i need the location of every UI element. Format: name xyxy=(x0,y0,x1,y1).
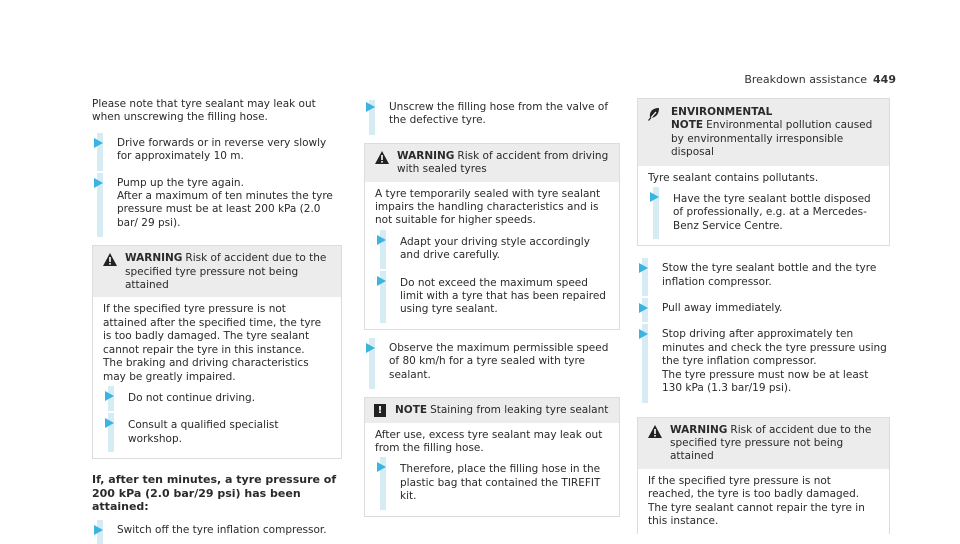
environmental-note-header xyxy=(638,99,889,166)
note-header xyxy=(365,398,619,422)
step-arrow-icon xyxy=(377,462,386,472)
warning-triangle-icon xyxy=(375,151,389,164)
environmental-note-title: Environmental pollution caused by environmentally irresponsible disposal xyxy=(671,119,873,159)
warning-title: Risk of accident due to the specified tyre pressure not being attained xyxy=(125,252,327,292)
step-observe-speed: Observe the maximum permissible speed of 80 km/h for a tyre sealed with tyre sealant. xyxy=(364,336,620,389)
column-1 xyxy=(92,98,342,544)
step-arrow-icon xyxy=(94,525,103,535)
step-unscrew: Unscrew the filling hose from the valve of the defective tyre. xyxy=(364,98,620,135)
note-title: Staining from leaking tyre sealant xyxy=(430,404,609,417)
warning-header xyxy=(365,144,619,182)
warning-step: Do not exceed the maximum speed limit with a tyre that has been repaired using tyre sealant. xyxy=(375,269,609,323)
environmental-note-body: Tyre sealant contains pollutants. Have the tyre sealant bottle disposed of professionally, e.g. at a Mercedes-Benz Service Centre. xyxy=(638,166,889,246)
warning-triangle-icon xyxy=(648,425,662,438)
warning-header xyxy=(93,246,341,297)
step-arrow-icon xyxy=(366,343,375,353)
step-pull-away: Pull away immediately. xyxy=(637,296,890,322)
section-heading: If, after ten minutes, a tyre pressure of 200 kPa (2.0 bar/29 psi) has been attained: xyxy=(92,473,337,514)
note-box xyxy=(364,397,620,516)
warning-step: Do not continue driving. xyxy=(103,384,331,411)
warning-body: If the specified tyre pressure is not attained after the specified time, the tyre is too badly damaged. The tyre sealant cannot repair the tyre in this instance. The braking and driving characteristics may be greatly impaired. Do not continue driving. Consult a qualified specialist workshop. xyxy=(93,297,341,458)
environmental-note-tag: ENVIRONMENTAL NOTE xyxy=(671,106,773,132)
step-arrow-icon xyxy=(105,418,114,428)
environmental-note-box xyxy=(637,98,890,246)
step-arrow-icon xyxy=(650,192,659,202)
warning-tag: WARNING xyxy=(397,149,455,162)
section-title: Breakdown assistance xyxy=(744,73,868,86)
warning-tag: WARNING xyxy=(670,423,728,436)
note-step: Therefore, place the filling hose in the plastic bag that contained the TIREFIT kit. xyxy=(375,455,609,509)
page-number: 449 xyxy=(873,73,896,86)
warning-title: Risk of accident from driving with sealed tyres xyxy=(397,149,609,176)
note-tag: NOTE xyxy=(395,404,428,417)
step-check-pressure: Stop driving after approximately ten minutes and check the tyre pressure using the tyre inflation compressor. The tyre pressure must now be at least 130 kPa (1.3 bar/19 psi). xyxy=(637,322,890,402)
step-arrow-icon xyxy=(94,138,103,148)
warning-box xyxy=(637,417,890,535)
environment-leaf-icon xyxy=(648,107,661,121)
step-arrow-icon xyxy=(105,391,114,401)
step-arrow-icon xyxy=(639,303,648,313)
warning-step: Consult a qualified specialist workshop. xyxy=(103,411,331,452)
warning-tag: WARNING xyxy=(125,252,183,265)
step-stow: Stow the tyre sealant bottle and the tyre inflation compressor. xyxy=(637,256,890,296)
step-arrow-icon xyxy=(366,102,375,112)
column-3 xyxy=(637,98,890,534)
warning-triangle-icon xyxy=(103,253,117,266)
warning-body: A tyre temporarily sealed with tyre sealant impairs the handling characteristics and is not suitable for higher speeds. Adapt your driving style accordingly and drive carefully. Do not exceed the maximum speed limit with a tyre that has been repaired using tyre sealant. xyxy=(365,182,619,329)
exclamation-icon: ! xyxy=(374,404,386,417)
warning-box xyxy=(92,245,342,459)
step-arrow-icon xyxy=(639,263,648,273)
warning-box xyxy=(364,143,620,330)
warning-header xyxy=(638,418,889,469)
step-switch-off: Switch off the tyre inflation compressor. xyxy=(92,518,342,544)
warning-body: If the specified tyre pressure is not reached, the tyre is too badly damaged. The tyre sealant cannot repair the tyre in this instance. xyxy=(648,474,865,527)
warning-step: Adapt your driving style accordingly and drive carefully. xyxy=(375,228,609,269)
step-arrow-icon xyxy=(377,235,386,245)
intro-text: Please note that tyre sealant may leak out when unscrewing the filling hose. xyxy=(92,98,316,124)
column-2 xyxy=(364,98,620,517)
page-header xyxy=(744,73,896,86)
step-arrow-icon xyxy=(94,178,103,188)
environmental-step: Have the tyre sealant bottle disposed of professionally, e.g. at a Mercedes-Benz Service Centre. xyxy=(648,185,879,239)
note-body: After use, excess tyre sealant may leak out from the filling hose. Therefore, place the filling hose in the plastic bag that contained the TIREFIT kit. xyxy=(365,423,619,516)
step-arrow-icon xyxy=(377,276,386,286)
step-arrow-icon xyxy=(639,329,648,339)
step-pump: Pump up the tyre again. After a maximum of ten minutes the tyre pressure must be at least 200 kPa (2.0 bar/ 29 psi). xyxy=(92,171,342,238)
warning-title: Risk of accident due to the specified tyre pressure not being attained xyxy=(670,423,872,463)
step-drive: Drive forwards or in reverse very slowly for approximately 10 m. xyxy=(92,131,342,171)
